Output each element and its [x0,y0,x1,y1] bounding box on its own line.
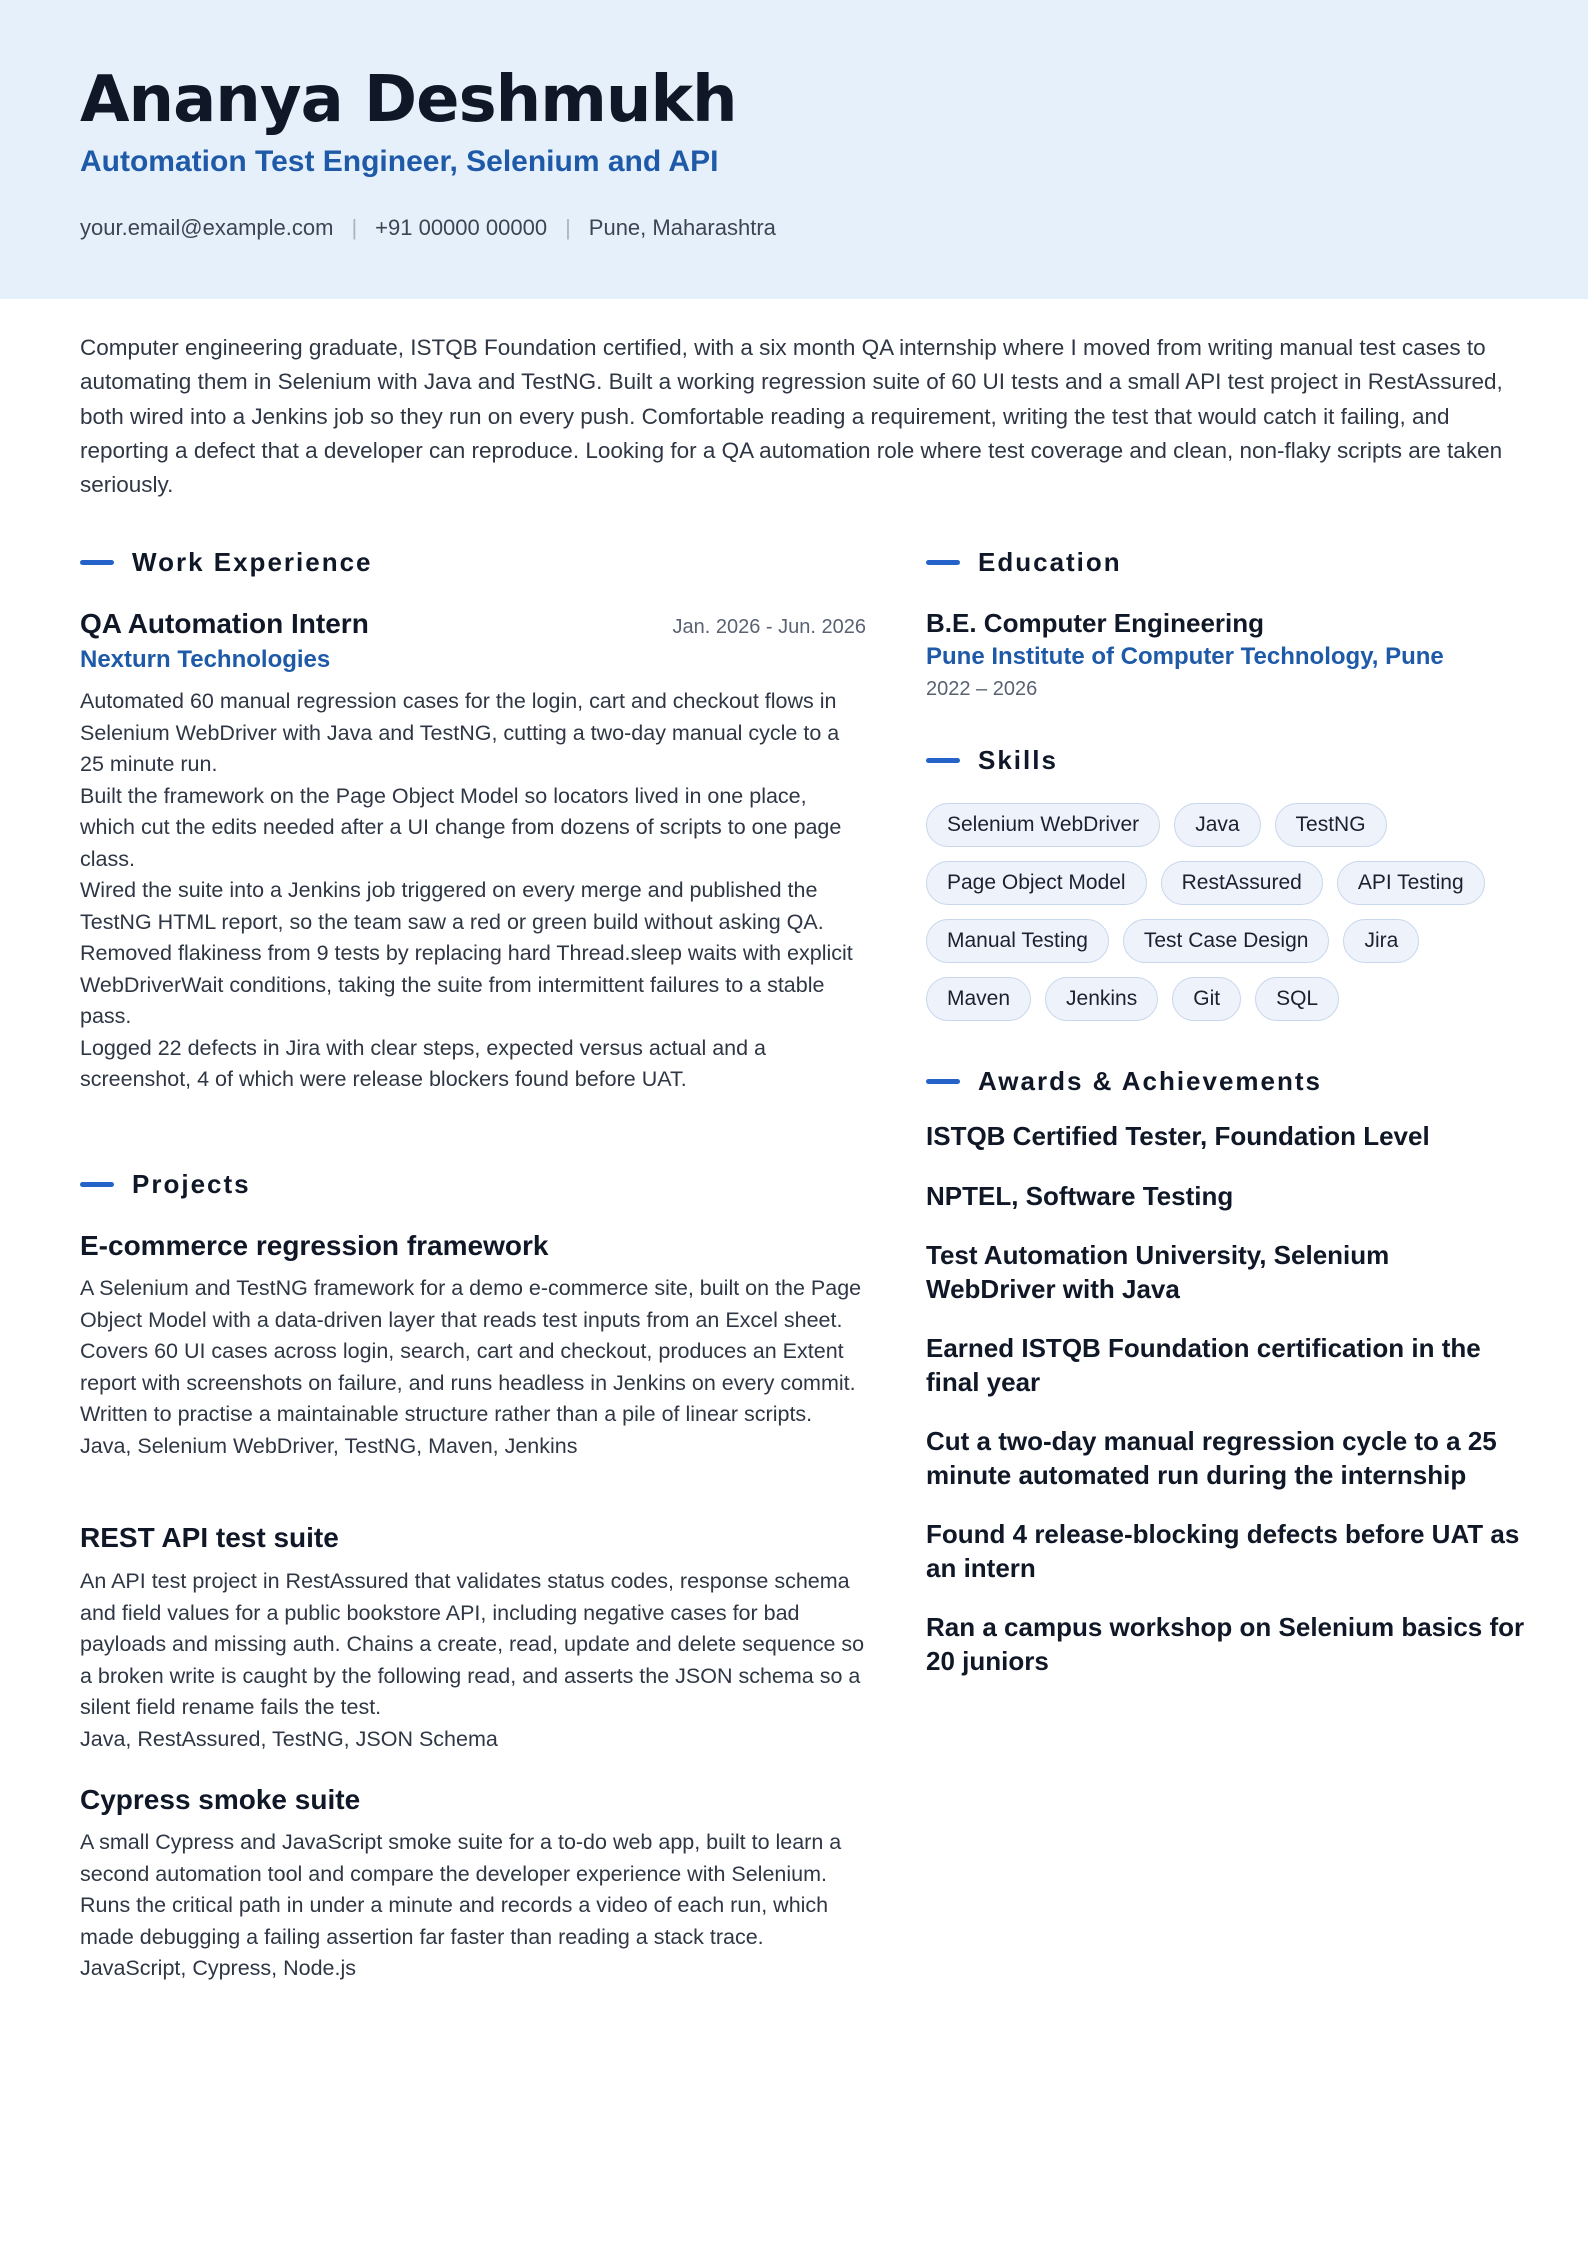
project-tech: Java, RestAssured, TestNG, JSON Schema [80,1726,498,1751]
project-description-text: An API test project in RestAssured that validates status codes, response schema and field values for a public bookstore API, including negative cases for bad payloads and missing auth. Chains a create, read, update and delete sequence so a broken write is caught by the following read, and asserts the JSON schema so a silent field rename fails the test. [80,1569,865,1719]
contact-divider: | [565,215,571,240]
skill-chip: Page Object Model [926,861,1147,905]
section-accent-bar [926,560,960,565]
project-tech: JavaScript, Cypress, Node.js [80,1956,357,1980]
skill-chip: Git [1172,977,1241,1021]
candidate-name: Ananya Deshmukh [80,63,737,137]
job-company: Nexturn Technologies [80,646,331,673]
project-description [80,1273,870,1462]
skill-chip: API Testing [1337,861,1485,905]
award-item: Earned ISTQB Foundation certification in the final year [926,1333,1481,1397]
section-heading-skills [926,744,1058,776]
section-heading-label: Projects [132,1169,251,1199]
project-tech: Java, Selenium WebDriver, TestNG, Maven, Jenkins [80,1433,578,1458]
award-item: NPTEL, Software Testing [926,1180,1234,1211]
project-description-text: A small Cypress and JavaScript smoke suite for a to-do web app, built to learn a second automation tool and compare the developer experience with Selenium. Runs the critical path in under a minute and records a video of each run, which made debugging a failing assertion far faster than reading a stack trace. [80,1830,842,1949]
section-accent-bar [926,758,960,763]
section-heading-label: Education [978,547,1122,577]
skill-chip: Manual Testing [926,919,1109,963]
skill-chip: Jenkins [1045,977,1158,1021]
resume-header [0,0,1588,299]
section-heading-awards [926,1065,1322,1097]
skill-chip: Jira [1343,919,1419,963]
section-heading-projects [80,1168,251,1200]
award-item: Ran a campus workshop on Selenium basics for 20 juniors [926,1612,1525,1676]
job-bullet: Wired the suite into a Jenkins job triggered on every merge and published the TestNG HTML report, so the team saw a red or green build without asking QA. [80,878,824,934]
award-item: ISTQB Certified Tester, Foundation Level [926,1121,1430,1151]
job-bullet: Logged 22 defects in Jira with clear steps, expected versus actual and a screenshot, 4 of which were release blockers found before UAT. [80,1035,767,1091]
awards-list [926,1120,1526,1704]
award-item: Test Automation University, Selenium WebDriver with Java [926,1240,1390,1304]
job-title: QA Automation Intern [80,608,369,639]
contact-location: Pune, Maharashtra [588,215,776,240]
skills-list [926,803,1526,1021]
job-header [80,606,866,642]
job-bullets [80,686,866,1096]
contact-email[interactable]: your.email@example.com [80,215,334,240]
education-school: Pune Institute of Computer Technology, Pune [926,643,1444,670]
award-item: Found 4 release-blocking defects before UAT as an intern [926,1519,1520,1583]
skill-chip: TestNG [1275,803,1387,847]
contact-divider: | [351,215,358,240]
section-heading-work [80,546,373,578]
skill-chip: Selenium WebDriver [926,803,1160,847]
section-heading-label: Work Experience [132,547,373,577]
education-years: 2022 – 2026 [926,678,1038,700]
project-description [80,1827,870,1985]
job-bullet: Removed flakiness from 9 tests by replacing hard Thread.sleep waits with explicit WebDriverWait conditions, taking the suite from intermittent failures to a stable pass. [80,941,853,1028]
section-accent-bar [80,1182,114,1187]
skill-chip: Maven [926,977,1031,1021]
skill-chip: Java [1174,803,1260,847]
contact-phone[interactable]: +91 00000 00000 [375,215,548,240]
job-bullet: Automated 60 manual regression cases for the login, cart and checkout flows in Selenium WebDriver with Java and TestNG, cutting a two-day manual cycle to a 25 minute run. [80,689,840,776]
section-accent-bar [926,1079,960,1084]
contact-line [80,213,776,243]
section-accent-bar [80,560,114,565]
project-title: E-commerce regression framework [80,1230,549,1261]
skill-chip: SQL [1255,977,1339,1021]
education-degree: B.E. Computer Engineering [926,608,1265,638]
skill-chip: RestAssured [1161,861,1323,905]
project-description-text: A Selenium and TestNG framework for a demo e-commerce site, built on the Page Object Model with a data-driven layer that reads test inputs from an Excel sheet. Covers 60 UI cases across login, search, cart and checkout, produces an Extent report with screenshots on failure, and runs headless in Jenkins on every commit. Written to practise a maintainable structure rather than a pile of linear scripts. [80,1276,862,1426]
section-heading-education [926,546,1122,578]
section-heading-label: Awards & Achievements [978,1066,1323,1096]
job-bullet: Built the framework on the Page Object Model so locators lived in one place, which cut the edits needed after a UI change from dozens of scripts to one page class. [80,783,842,871]
section-heading-label: Skills [978,745,1058,775]
project-title: Cypress smoke suite [80,1784,361,1815]
job-dates: Jan. 2026 - Jun. 2026 [672,616,866,638]
project-title: REST API test suite [80,1522,339,1553]
summary-paragraph: Computer engineering graduate, ISTQB Foundation certified, with a six month QA internship where I moved from writing manual test cases to automating them in Selenium with Java and TestNG. Built a working regression suite of 60 UI tests and a small API test project in RestAssured, both wired into a Jenkins job so they run on every push. Comfortable reading a requirement, writing the test that would catch it failing, and reporting a defect that a developer can reproduce. Looking for a QA automation role where test coverage and clean, non-flaky scripts are taken seriously. [80,335,1503,498]
candidate-role: Automation Test Engineer, Selenium and API [80,145,719,178]
skill-chip: Test Case Design [1123,919,1330,963]
award-item: Cut a two-day manual regression cycle to a 25 minute automated run during the internship [926,1426,1497,1490]
project-description [80,1566,870,1755]
